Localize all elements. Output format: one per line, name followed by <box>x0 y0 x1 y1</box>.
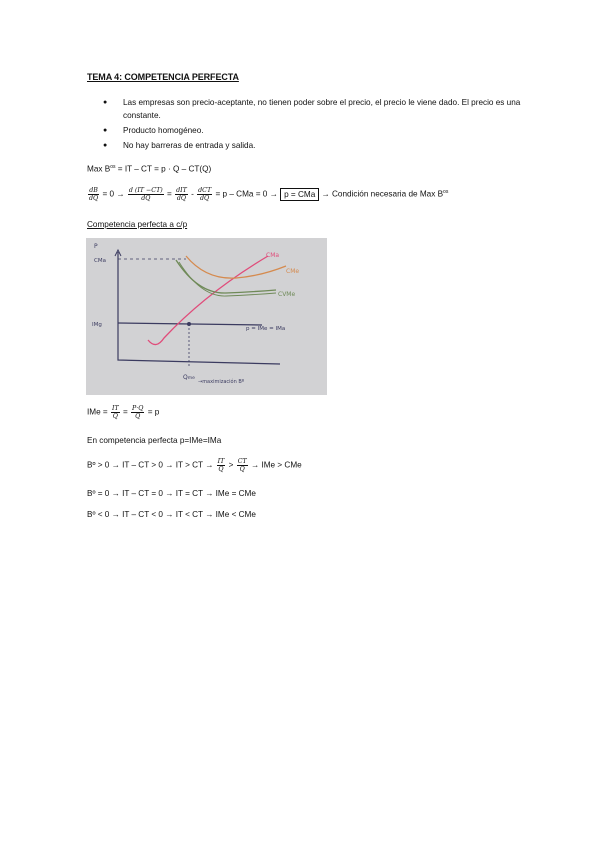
maximization-label: →maximización Bº <box>198 379 245 385</box>
img-axis-label: IMg <box>92 322 102 328</box>
profit-condition-positive: Bº > 0 → IT – CT > 0 → IT > CT → $\frac{IT}{Q}$ > $\frac{CT}{Q}$ → IMe > CMe <box>87 458 302 473</box>
list-item: ● Las empresas son precio-aceptante, no tienen poder sobre el precio, el precio le viene dado. El precio es una constante. <box>103 96 523 122</box>
profit-condition-negative: Bº < 0 → IT – CT < 0 → IT < CT → IMe < CMe <box>87 510 256 519</box>
axis-label-p: P <box>94 243 98 250</box>
quantity-label: Qme <box>183 374 195 381</box>
cvme-label: CVMe <box>278 291 296 298</box>
cma-label: CMa <box>266 252 280 259</box>
hand-drawn-graph <box>86 238 327 395</box>
fraction: $\frac{CT}{Q}$ <box>237 458 247 473</box>
ime-formula: IMe = $\frac{IT}{Q}$ = $\frac{P\cdot Q}{Q}$ = p <box>87 405 160 420</box>
derivative-formula: $\frac{dB}{dQ}$ = 0 → $\frac{d (IT -CT)}{dQ}$ = $\frac{\text{dIT}}{dQ}$ - $\frac{\text{dCT}}{dQ}$ = p – CMa = 0 → p = CMa → Condición necesaria de Max $B^{os}$ <box>89 187 449 202</box>
price-line-label: p = IMe = IMa <box>246 326 286 332</box>
fraction: $\frac{dB}{dQ}$ <box>89 187 99 202</box>
max-profit-formula: Max $B^{os}$ = IT – CT = p · Q – CT(Q) <box>87 164 212 174</box>
list-item: ● Producto homogéneo. <box>103 124 523 137</box>
fraction: $\frac{d (IT -CT)}{dQ}$ <box>128 187 163 202</box>
list-item: ● No hay barreras de entrada y salida. <box>103 139 523 152</box>
fraction: $\frac{\text{dCT}}{dQ}$ <box>198 187 212 202</box>
fraction: $\frac{IT}{Q}$ <box>217 458 225 473</box>
perfect-competition-statement: En competencia perfecta p=IMe=IMa <box>87 436 222 445</box>
cma-axis-label: CMa <box>94 258 106 264</box>
equilibrium-dot <box>187 322 191 326</box>
page-title: TEMA 4: COMPETENCIA PERFECTA <box>87 72 239 82</box>
cme-label: CMe <box>286 268 300 275</box>
profit-condition-zero: Bº = 0 → IT – CT = 0 → IT = CT → IMe = CMe <box>87 489 256 498</box>
short-run-heading: Competencia perfecta a c/p <box>87 220 188 229</box>
bullet-list <box>103 96 523 154</box>
boxed-condition: p = CMa <box>280 188 319 201</box>
fraction: $\frac{\text{dIT}}{dQ}$ <box>176 187 187 202</box>
paper-background <box>86 238 327 395</box>
fraction: $\frac{IT}{Q}$ <box>111 405 119 420</box>
fraction: $\frac{P\cdot Q}{Q}$ <box>132 405 144 420</box>
